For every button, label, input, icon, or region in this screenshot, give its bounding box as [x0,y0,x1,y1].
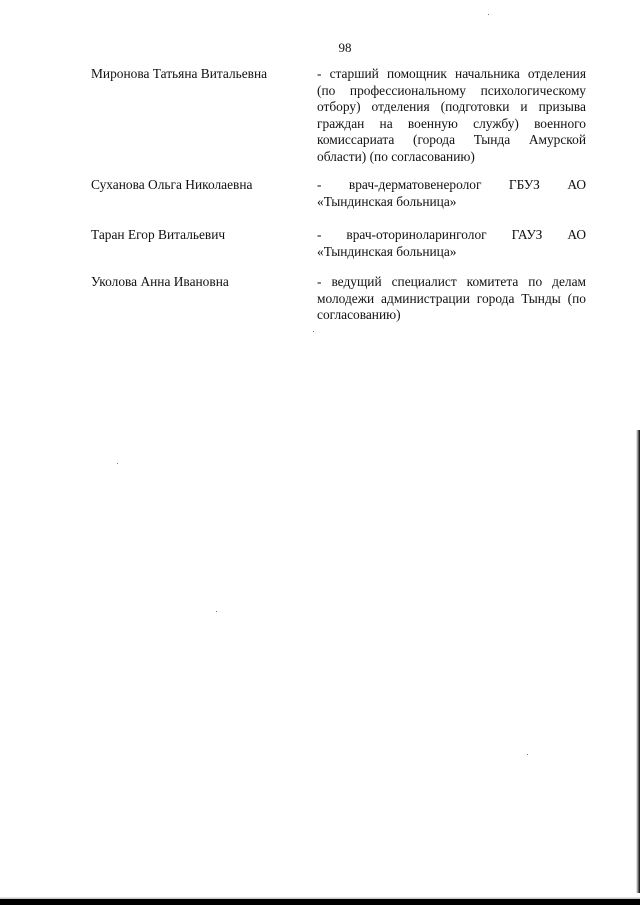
member-name: Таран Егор Витальевич [91,227,226,242]
scan-speck [216,611,217,612]
member-role: - старший помощник начальника отделения (по профессиональному психологическому отбору) отделения (подготовки и призыва граждан на военную службу) военного комиссариата (города Тында Амурской области) (по согласованию) [317,66,586,164]
member-role: - врач-оториноларинголог ГАУЗ АО «Тындинская больница» [317,227,586,259]
scan-speck [117,463,118,464]
page-number: 98 [338,40,352,55]
scan-speck [488,14,489,15]
scan-speck [527,754,528,755]
scan-speck [313,331,314,332]
member-role: - ведущий специалист комитета по делам молодежи администрации города Тынды (по согласованию) [317,274,586,323]
scan-edge-bottom [0,893,640,905]
scan-edge-right [636,430,640,905]
member-name: Миронова Татьяна Витальевна [91,66,268,81]
member-name: Уколова Анна Ивановна [91,274,229,289]
member-name: Суханова Ольга Николаевна [91,177,253,192]
member-role: - врач-дерматовенеролог ГБУЗ АО «Тындинская больница» [317,177,586,209]
